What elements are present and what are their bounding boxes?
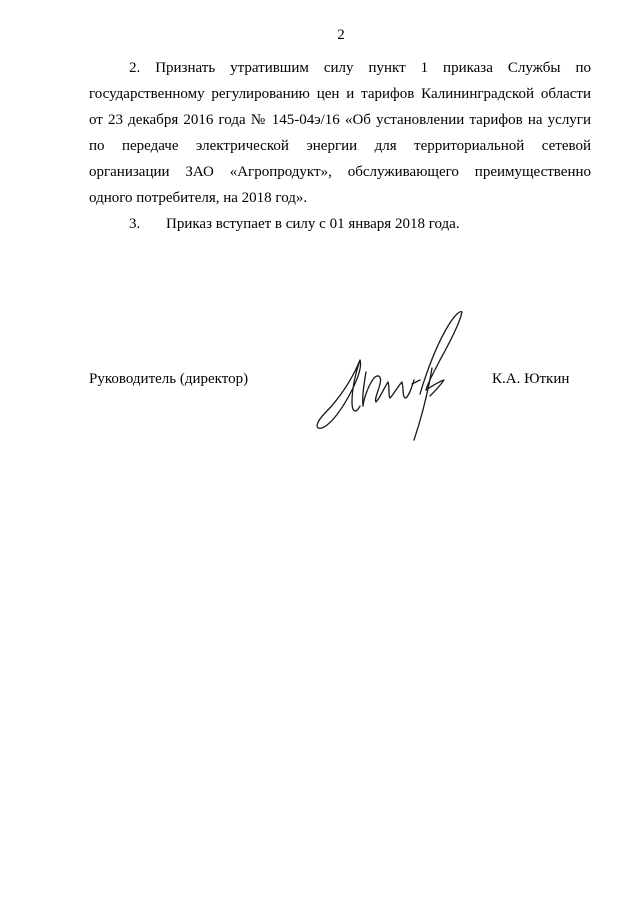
paragraph-2-line: государственному регулированию цен и тарифов Калининградской области bbox=[89, 86, 591, 102]
paragraph-3-text: Приказ вступает в силу с 01 января 2018 года. bbox=[166, 216, 460, 232]
signature-block bbox=[0, 300, 640, 460]
paragraph-2-line: одного потребителя, на 2018 год». bbox=[89, 190, 308, 206]
paragraph-2-line: от 23 декабря 2016 года № 145-04э/16 «Об установлении тарифов на услуги bbox=[89, 112, 591, 128]
paragraph-2-line: 2. Признать утратившим силу пункт 1 приказа Службы по bbox=[129, 60, 591, 76]
signatory-name: К.А. Юткин bbox=[492, 371, 570, 387]
paragraph-2-line: по передаче электрической энергии для территориальной сетевой bbox=[89, 138, 591, 154]
page-number: 2 bbox=[337, 27, 345, 43]
paragraph-3-number: 3. bbox=[129, 216, 141, 232]
signatory-role: Руководитель (директор) bbox=[89, 371, 249, 387]
paragraph-3 bbox=[89, 211, 591, 237]
handwritten-signature bbox=[308, 302, 468, 454]
paragraph-2 bbox=[89, 55, 591, 211]
paragraph-2-line: организации ЗАО «Агропродукт», обслуживающего преимущественно bbox=[89, 164, 591, 180]
